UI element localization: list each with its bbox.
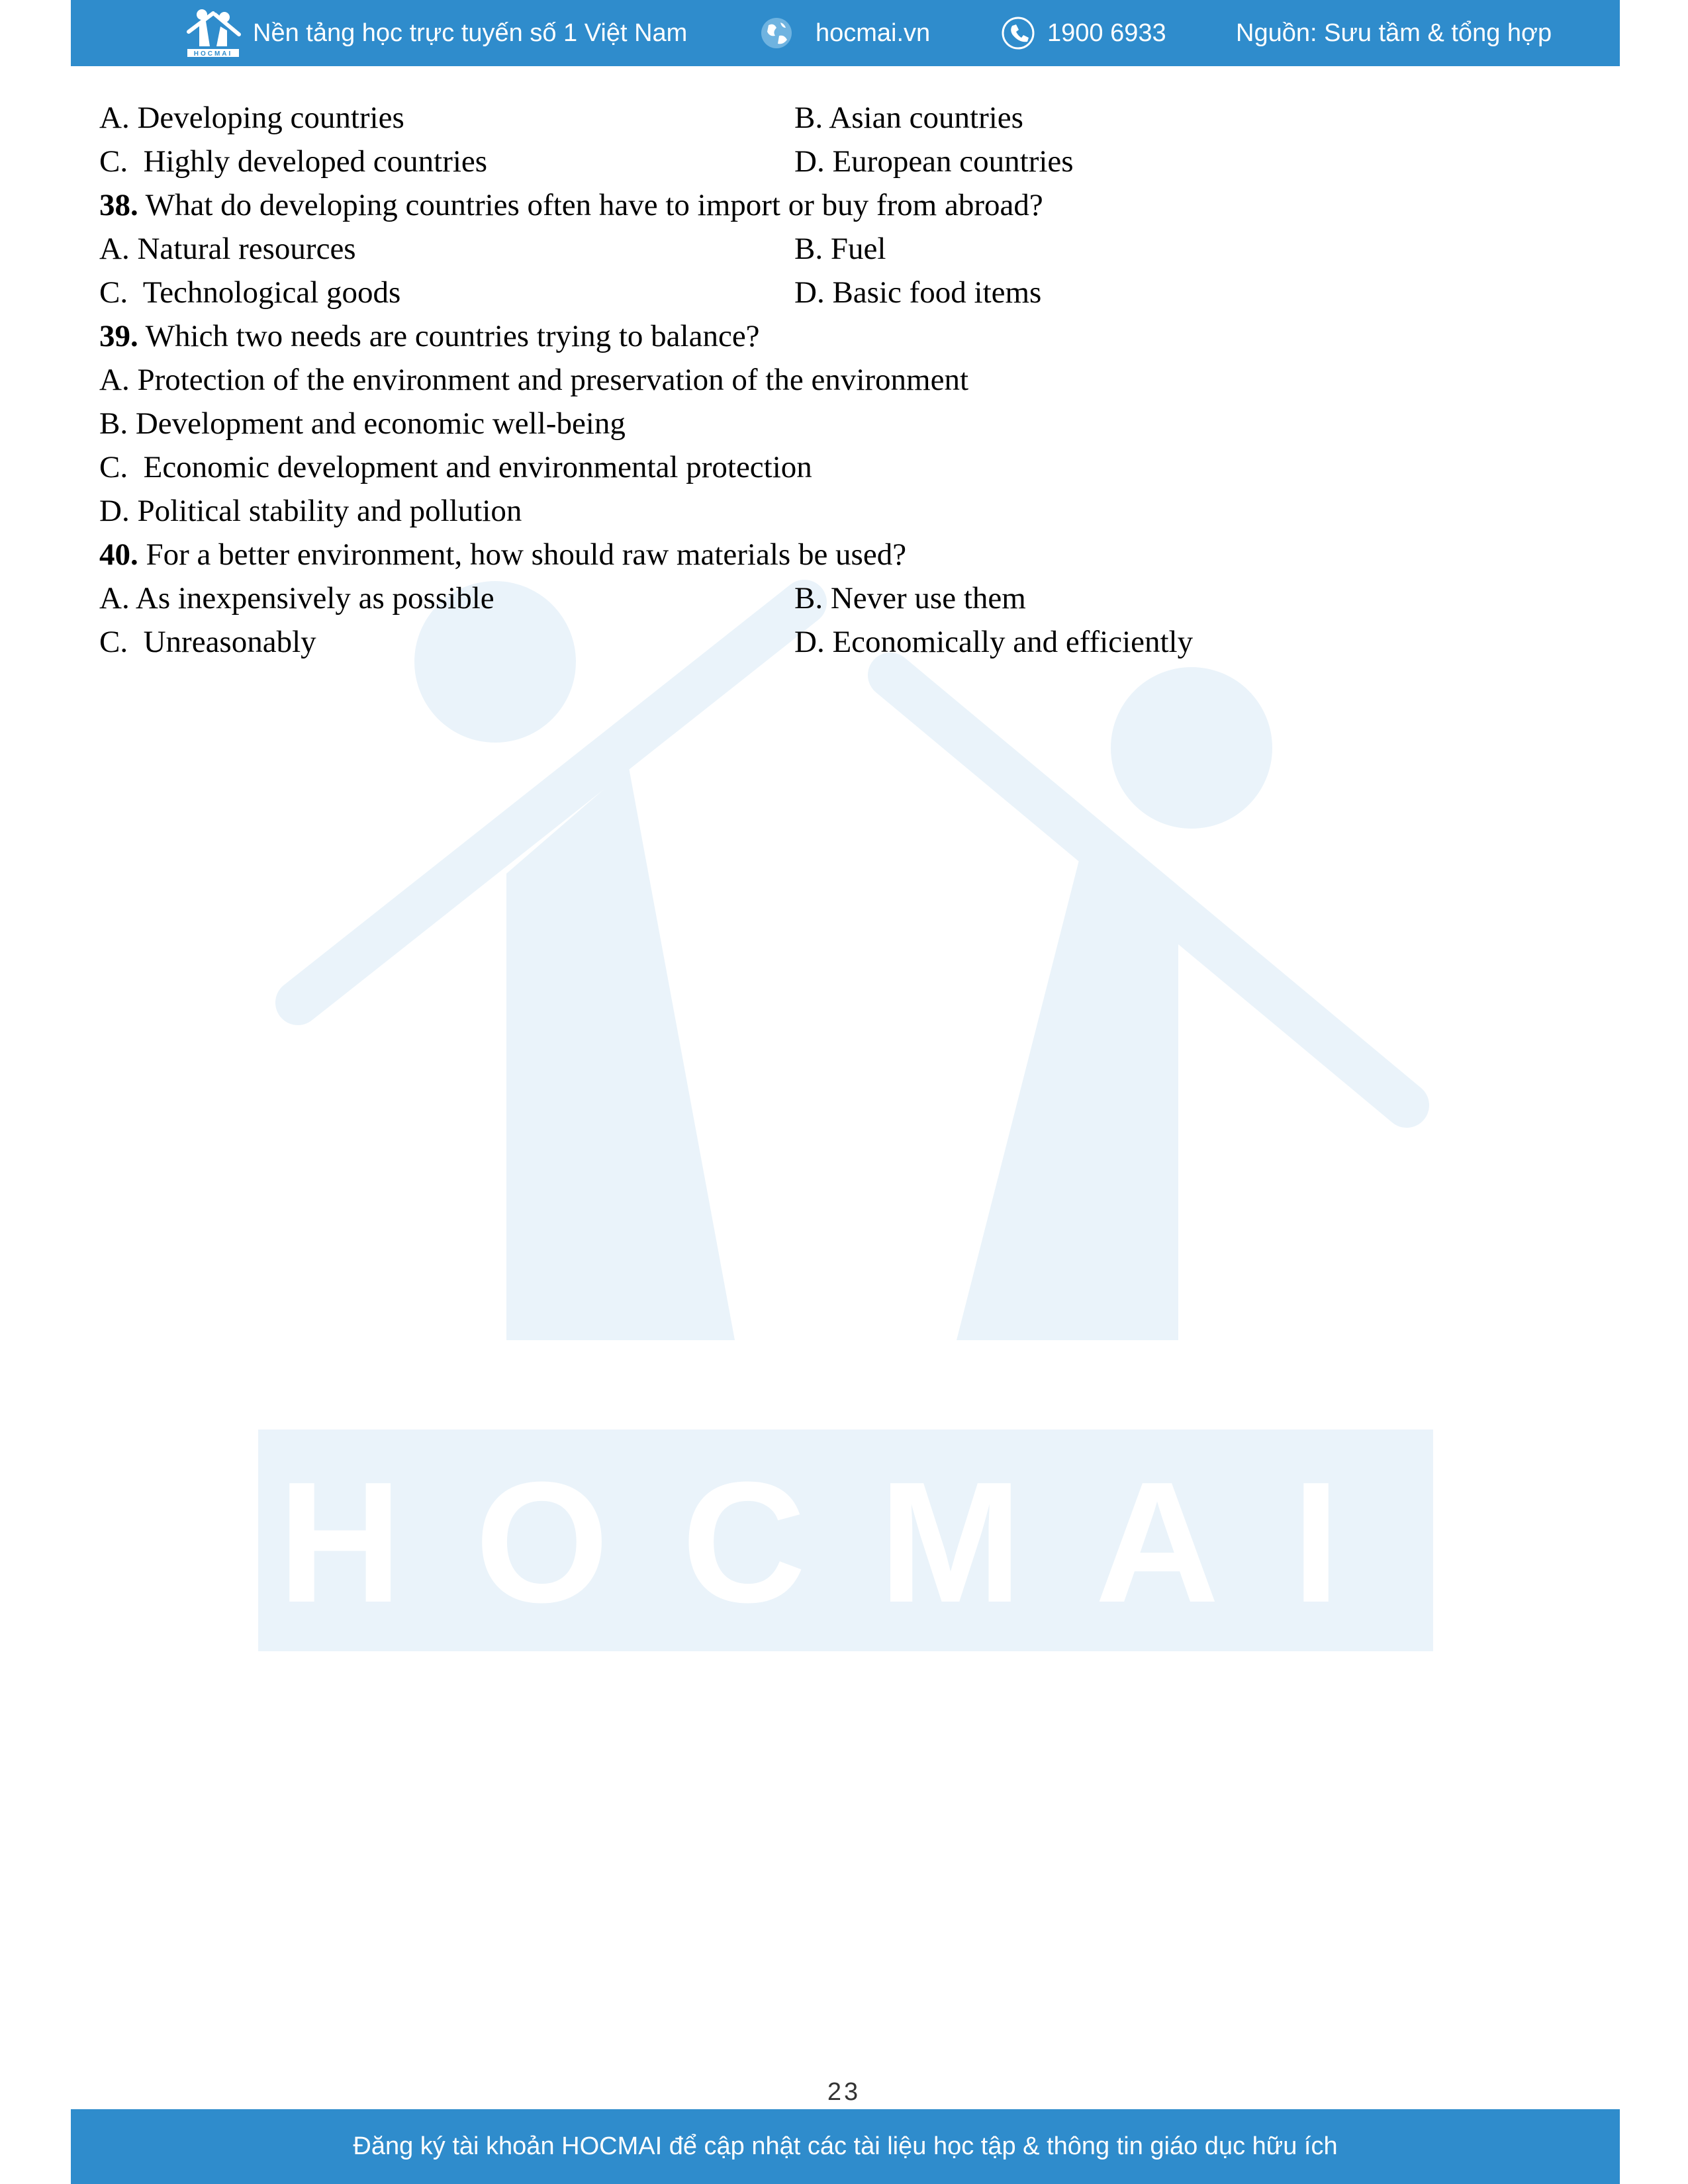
header-source: Nguồn: Sưu tầm & tổng hợp [1236, 19, 1552, 47]
question-number: 38. [99, 188, 138, 222]
option-a: A. As inexpensively as possible [99, 581, 494, 615]
option-a: A. Natural resources [99, 232, 356, 266]
option-row [99, 227, 1589, 271]
option-row [99, 140, 1589, 183]
option-b: B. Development and economic well-being [99, 406, 626, 441]
question-38 [99, 183, 1589, 227]
question-39 [99, 314, 1589, 358]
question-text: Which two needs are countries trying to balance? [145, 319, 760, 353]
question-number: 40. [99, 537, 138, 572]
option-c: C. Highly developed countries [99, 144, 488, 179]
watermark-text: HOCMAI [277, 1447, 1413, 1639]
header-bar [71, 0, 1620, 66]
option-c: C. Economic development and environmental protection [99, 450, 812, 484]
option-d: D. Basic food items [794, 275, 1042, 310]
option-row [99, 271, 1589, 314]
question-text: For a better environment, how should raw materials be used? [146, 537, 907, 572]
question-text: What do developing countries often have to import or buy from abroad? [145, 188, 1043, 222]
page-number: 23 [827, 2078, 861, 2106]
header-phone[interactable]: 1900 6933 [1047, 19, 1166, 47]
option-row [99, 576, 1589, 620]
question-number: 39. [99, 319, 138, 353]
option-row [99, 620, 1589, 664]
option-d: D. European countries [794, 144, 1074, 179]
globe-icon [759, 16, 794, 50]
option-c: C. Unreasonably [99, 625, 316, 659]
option-b: B. Fuel [794, 232, 886, 266]
footer-text: Đăng ký tài khoản HOCMAI để cập nhật các tài liệu học tập & thông tin giáo dục hữu ích [353, 2132, 1338, 2160]
svg-text:HOCMAI: HOCMAI [193, 50, 233, 58]
option-c: C. Technological goods [99, 275, 401, 310]
header-slogan: Nền tảng học trực tuyến số 1 Việt Nam [253, 19, 688, 47]
question-40 [99, 533, 1589, 576]
option-b: B. Never use them [794, 581, 1026, 615]
option-a: A. Protection of the environment and preservation of the environment [99, 363, 969, 397]
header-website[interactable]: hocmai.vn [816, 19, 931, 47]
option-d: D. Economically and efficiently [794, 625, 1194, 659]
option-a: A. Developing countries [99, 101, 404, 135]
hocmai-logo-icon [183, 5, 243, 58]
option-b: B. Asian countries [794, 101, 1023, 135]
question-list [99, 96, 1589, 664]
option-row [99, 96, 1589, 140]
footer-bar [71, 2109, 1620, 2184]
option-d: D. Political stability and pollution [99, 494, 522, 528]
phone-icon [1001, 16, 1035, 50]
